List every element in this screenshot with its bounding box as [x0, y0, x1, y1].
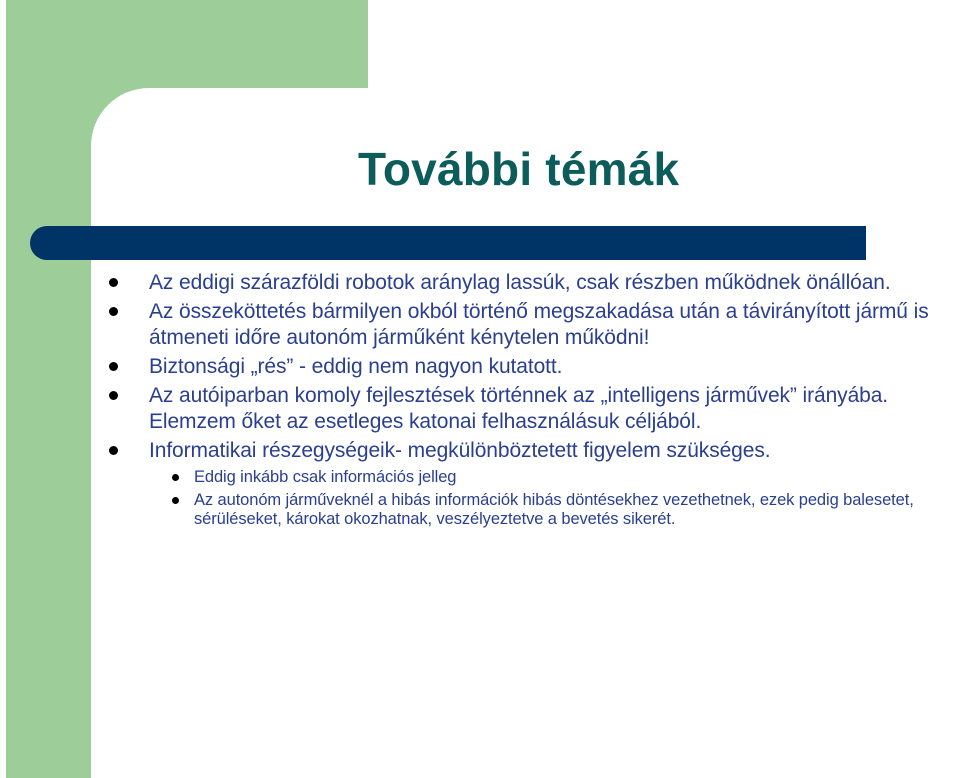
sub-bullet-item: Az autonóm járműveknél a hibás információk hibás döntésekhez vezethetnek, ezek pedig balesetet, sérüléseket, károkat okozhatnak, veszélyeztetve a bevetés sikerét.	[104, 491, 954, 529]
bullet-item-with-subitems	[104, 438, 954, 529]
sub-bullet-item: Eddig inkább csak információs jelleg	[104, 468, 954, 487]
title-underline-bar	[30, 226, 866, 260]
bullet-list	[104, 270, 954, 533]
bullet-item: Az autóiparban komoly fejlesztések történnek az „intelligens járművek” irányába. Elemzem őket az esetleges katonai felhasználásuk céljából.	[104, 383, 954, 435]
bullet-item-text: Informatikai részegységeik- megkülönböztetett figyelem szükséges.	[149, 439, 771, 462]
sub-bullet-list	[149, 468, 954, 529]
bullet-item: Az eddigi szárazföldi robotok aránylag lassúk, csak részben működnek önállóan.	[104, 270, 954, 296]
bullet-item: Az összeköttetés bármilyen okból történő megszakadása után a távirányított jármű is átmeneti időre autonóm járműként kénytelen működni!	[104, 299, 954, 351]
slide-title: További témák	[358, 143, 680, 195]
bullet-item: Biztonsági „rés” - eddig nem nagyon kutatott.	[104, 354, 954, 380]
